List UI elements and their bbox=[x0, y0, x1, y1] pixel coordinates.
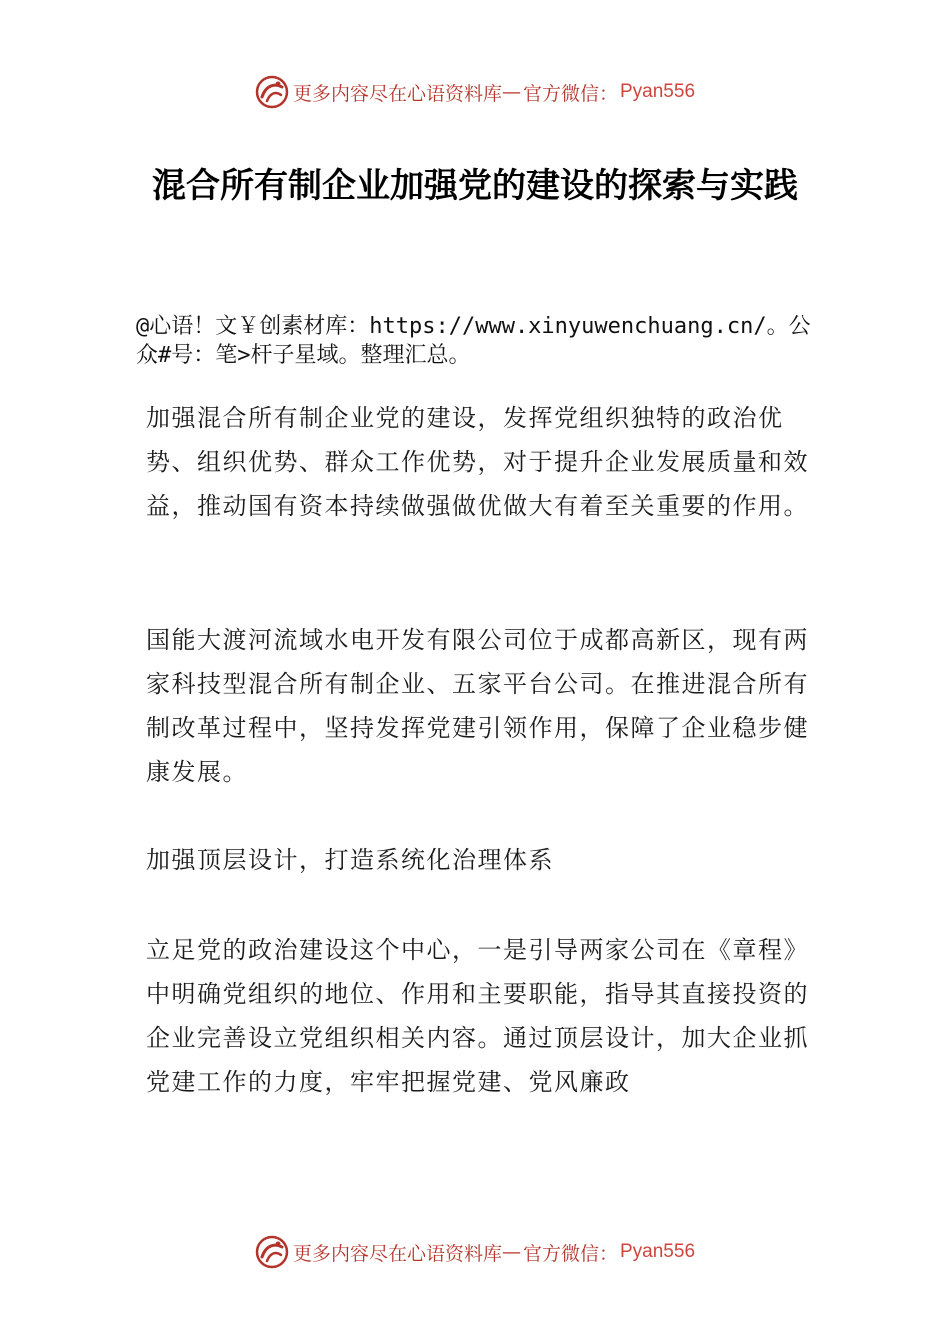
promo-text: 更多内容尽在心语资料库 bbox=[292, 1242, 502, 1265]
body-paragraph: 国能大渡河流域水电开发有限公司位于成都高新区，现有两家科技型混合所有制企业、五家平台公司。在推进混合所有制改革过程中，坚持发挥党建引领作用，保障了企业稳步健康发展。 bbox=[146, 626, 809, 786]
source-note: @心语！文￥创素材库：https://www.xinyuwenchuang.cn/。公众#号：笔>杆子星域。整理汇总。 bbox=[136, 314, 811, 368]
wechat-label: 官方微信： bbox=[522, 82, 618, 105]
banner-separator: — bbox=[501, 81, 521, 103]
promo-text: 更多内容尽在心语资料库 bbox=[292, 82, 502, 105]
footer-banner bbox=[0, 1232, 950, 1272]
wechat-id: Pyan556 bbox=[620, 1241, 696, 1262]
body-paragraph: 加强混合所有制企业党的建设，发挥党组织独特的政治优势、组织优势、群众工作优势，对于提升企业发展质量和效益，推动国有资本持续做强做优做大有着至关重要的作用。 bbox=[146, 404, 809, 520]
banner-separator: — bbox=[501, 1241, 521, 1263]
wechat-label: 官方微信： bbox=[522, 1242, 618, 1265]
header-banner bbox=[0, 72, 950, 112]
seal-logo-icon bbox=[255, 75, 289, 109]
section-heading: 加强顶层设计，打造系统化治理体系 bbox=[146, 846, 554, 874]
body-paragraph: 立足党的政治建设这个中心，一是引导两家公司在《章程》中明确党组织的地位、作用和主要职能，指导其直接投资的企业完善设立党组织相关内容。通过顶层设计，加大企业抓党建工作的力度，牢牢把握党建、党风廉政 bbox=[146, 936, 809, 1096]
wechat-id: Pyan556 bbox=[620, 81, 696, 102]
seal-logo-icon bbox=[255, 1235, 289, 1269]
page-title: 混合所有制企业加强党的建设的探索与实践 bbox=[152, 166, 798, 206]
